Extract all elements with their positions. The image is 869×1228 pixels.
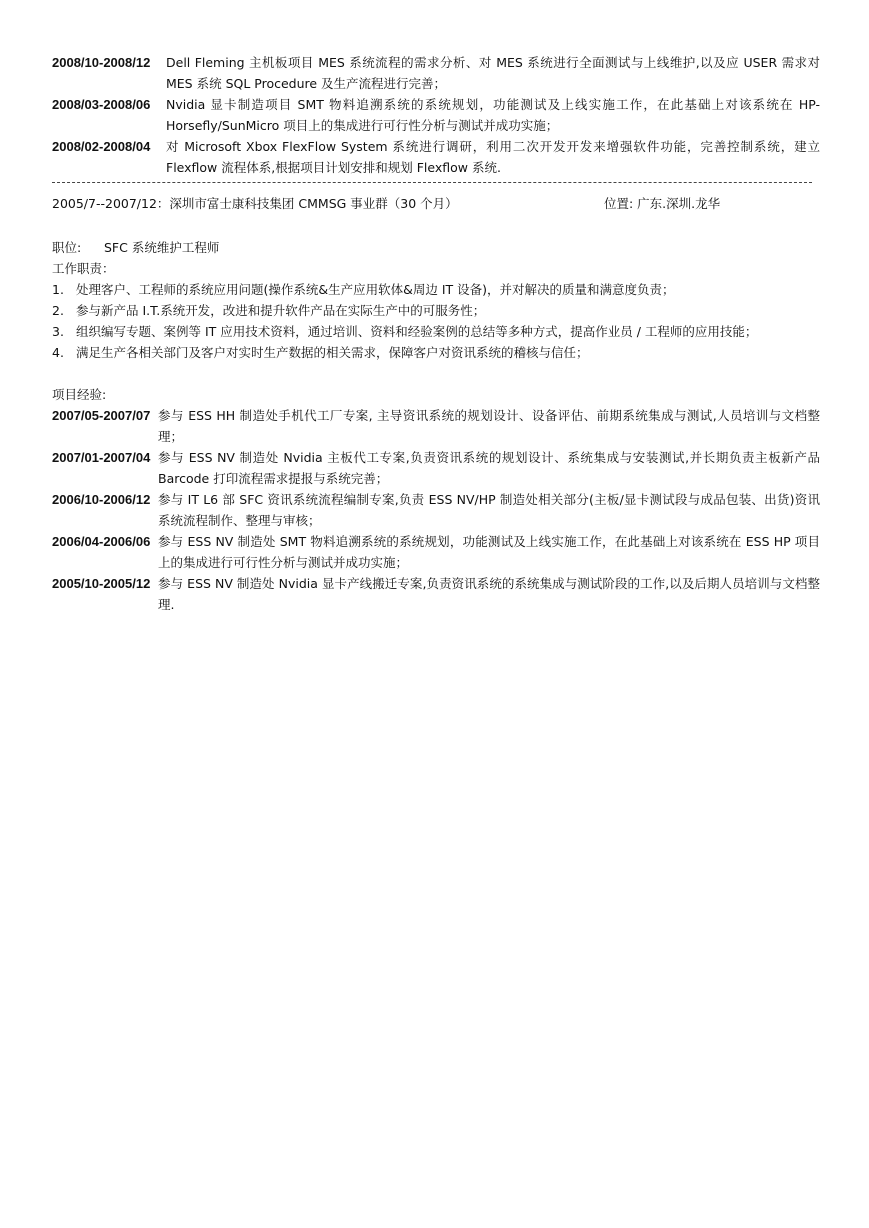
position-value: SFC 系统维护工程师 (104, 240, 220, 255)
list-item (52, 321, 820, 342)
project-description: 参与 ESS NV 制造处 Nvidia 主板代工专案,负责资讯系统的规划设计、系统集成与安装测试,并长期负责主板新产品 Barcode 打印流程需求提报与系统完善； (158, 450, 820, 486)
duty-text: 参与新产品 I.T.系统开发，改进和提升软件产品在实际生产中的可服务性； (76, 303, 486, 318)
position-line (52, 237, 820, 258)
project-list (52, 405, 820, 615)
company-line (52, 193, 820, 215)
list-item (52, 573, 820, 615)
list-item (52, 489, 820, 531)
project-description: 对 Microsoft Xbox FlexFlow System 系统进行调研，利用二次开发开发来增强软件功能，完善控制系统，建立 Flexflow 流程体系,根据项目计划安排和规划 Flexflow 系统. (166, 139, 820, 175)
company-location: 位置: 广东.深圳.龙华 (604, 196, 721, 211)
project-date: 2005/10-2005/12 (52, 576, 151, 591)
resume-page (52, 52, 820, 615)
list-item (52, 405, 820, 447)
project-description: 参与 IT L6 部 SFC 资讯系统流程编制专案,负责 ESS NV/HP 制造处相关部分(主板/显卡测试段与成品包装、出货)资讯系统流程制作、整理与审核； (158, 492, 820, 528)
project-description: Nvidia 显卡制造项目 SMT 物料追溯系统的系统规划，功能测试及上线实施工作，在此基础上对该系统在 HP-Horsefly/SunMicro 项目上的集成进行可行性分析与测试并成功实施； (166, 97, 820, 133)
duty-number: 2. (52, 303, 64, 318)
project-description: 参与 ESS NV 制造处 SMT 物料追溯系统的系统规划，功能测试及上线实施工作，在此基础上对该系统在 ESS HP 项目上的集成进行可行性分析与测试并成功实施； (158, 534, 820, 570)
project-description: 参与 ESS HH 制造处手机代工厂专案, 主导资讯系统的规划设计、设备评估、前期系统集成与测试,人员培训与文档整理； (158, 408, 820, 444)
duty-number: 4. (52, 345, 64, 360)
duty-text: 满足生产各相关部门及客户对实时生产数据的相关需求，保障客户对资讯系统的稽核与信任； (76, 345, 589, 360)
list-item (52, 52, 820, 94)
list-item (52, 136, 820, 178)
project-date: 2008/02-2008/04 (52, 139, 151, 154)
duty-text: 处理客户、工程师的系统应用问题(操作系统&生产应用软体&周边 IT 设备)，并对解决的质量和满意度负责； (76, 282, 675, 297)
top-project-list (52, 52, 820, 178)
list-item (52, 279, 820, 300)
project-description: Dell Fleming 主机板项目 MES 系统流程的需求分析、对 MES 系统进行全面测试与上线维护,以及应 USER 需求对 MES 系统 SQL Procedure 及生产流程进行完善； (166, 55, 820, 91)
experience-heading: 项目经验: (52, 387, 107, 402)
section-divider (52, 182, 812, 183)
duty-text: 组织编写专题、案例等 IT 应用技术资料，通过培训、资料和经验案例的总结等多种方式，提高作业员 / 工程师的应用技能； (76, 324, 758, 339)
project-description: 参与 ESS NV 制造处 Nvidia 显卡产线搬迁专案,负责资讯系统的系统集成与测试阶段的工作,以及后期人员培训与文档整理. (158, 576, 820, 612)
list-item (52, 447, 820, 489)
list-item (52, 94, 820, 136)
project-date: 2008/10-2008/12 (52, 55, 151, 70)
project-date: 2006/10-2006/12 (52, 492, 151, 507)
project-date: 2007/05-2007/07 (52, 408, 151, 423)
duty-number: 3. (52, 324, 64, 339)
company-period-name: 2005/7--2007/12：深圳市富士康科技集团 CMMSG 事业群（30 个月） (52, 196, 458, 211)
project-date: 2006/04-2006/06 (52, 534, 151, 549)
duty-number: 1. (52, 282, 64, 297)
duties-heading: 工作职责： (52, 261, 115, 276)
position-label: 职位: (52, 240, 82, 255)
project-date: 2007/01-2007/04 (52, 450, 151, 465)
list-item (52, 300, 820, 321)
list-item (52, 342, 820, 363)
project-date: 2008/03-2008/06 (52, 97, 151, 112)
duty-list (52, 279, 820, 363)
list-item (52, 531, 820, 573)
